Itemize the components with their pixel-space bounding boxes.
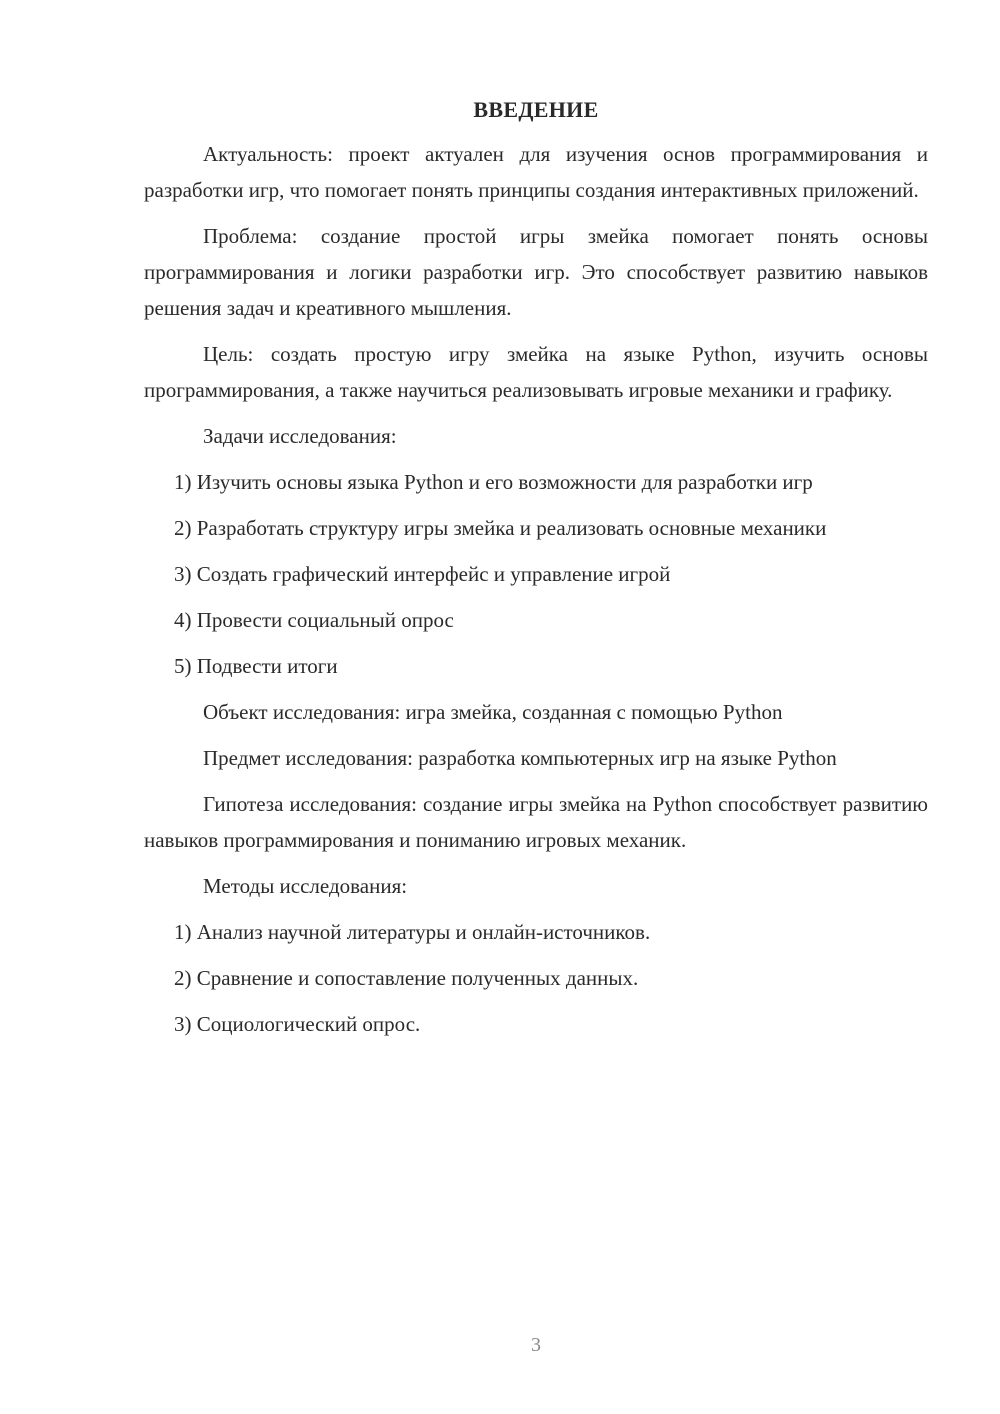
task-item-1: 1) Изучить основы языка Python и его возможности для разработки игр: [174, 470, 813, 494]
tasks-title: Задачи исследования:: [203, 424, 397, 448]
method-item-3: 3) Социологический опрос.: [174, 1012, 421, 1036]
document-page: [144, 94, 928, 1042]
relevance-paragraph: Актуальность: проект актуален для изучения основ программирования и разработки игр, что помогает понять принципы создания интерактивных приложений.: [144, 142, 928, 202]
page-number: 3: [531, 1334, 541, 1356]
task-item-3: 3) Создать графический интерфейс и управление игрой: [174, 562, 671, 586]
methods-title: Методы исследования:: [203, 874, 408, 898]
goal-paragraph: Цель: создать простую игру змейка на языке Python, изучить основы программирования, а также научиться реализовывать игровые механики и графику.: [144, 342, 928, 402]
problem-paragraph: Проблема: создание простой игры змейка помогает понять основы программирования и логики разработки игр. Это способствует развитию навыков решения задач и креативного мышления.: [144, 224, 928, 320]
task-item-5: 5) Подвести итоги: [174, 654, 338, 678]
method-item-2: 2) Сравнение и сопоставление полученных данных.: [174, 966, 639, 990]
task-item-4: 4) Провести социальный опрос: [174, 608, 454, 632]
object-paragraph: Объект исследования: игра змейка, созданная с помощью Python: [203, 700, 783, 724]
task-item-2: 2) Разработать структуру игры змейка и реализовать основные механики: [174, 516, 827, 540]
subject-paragraph: Предмет исследования: разработка компьютерных игр на языке Python: [203, 746, 837, 770]
section-heading: ВВЕДЕНИЕ: [473, 97, 599, 122]
method-item-1: 1) Анализ научной литературы и онлайн-источников.: [174, 920, 651, 944]
hypothesis-paragraph: Гипотеза исследования: создание игры змейка на Python способствует развитию навыков программирования и пониманию игровых механик.: [144, 792, 928, 852]
